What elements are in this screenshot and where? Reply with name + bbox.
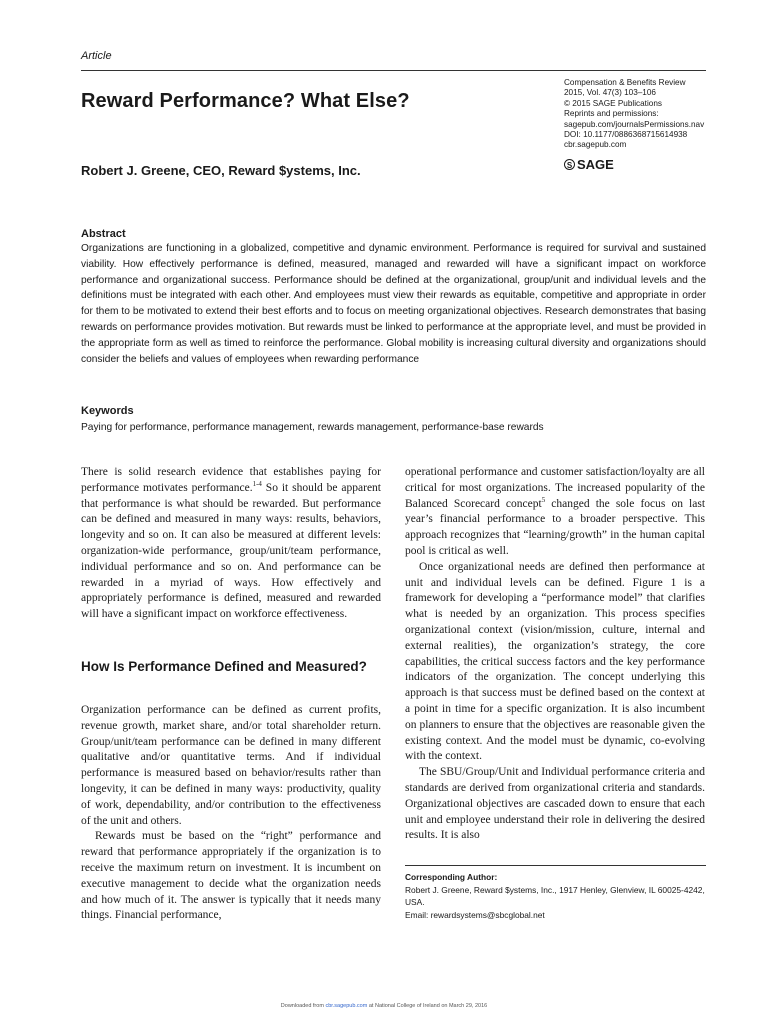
sage-logo: [564, 157, 614, 172]
citation-ref[interactable]: 5: [541, 495, 546, 504]
journal-permissions-link[interactable]: sagepub.com/journalsPermissions.nav: [564, 119, 705, 129]
download-footer: [0, 1003, 768, 1009]
author-line: Robert J. Greene, CEO, Reward $ystems, Inc.: [81, 163, 361, 178]
journal-reprints: Reprints and permissions:: [564, 109, 659, 119]
journal-meta: [564, 78, 734, 151]
intro-paragraph: [81, 465, 381, 623]
corresponding-rule: [405, 865, 706, 866]
footer-link[interactable]: cbr.sagepub.com: [325, 1003, 368, 1009]
keywords-heading: Keywords: [81, 405, 134, 417]
journal-volume: 2015, Vol. 47(3) 103–106: [564, 88, 656, 98]
corresponding-author-block: [405, 871, 706, 921]
journal-site-link[interactable]: cbr.sagepub.com: [564, 140, 627, 150]
body-paragraph: [405, 465, 705, 560]
header-rule: [81, 70, 706, 71]
footer-prefix: Downloaded from: [280, 1003, 326, 1009]
body-paragraph: Organization performance can be defined as current profits, revenue growth, market share, and/or total shareholder return. Group/unit/team performance can be defined in many different qualitative and/or quantitative terms. And if individual performance is measured based on behavior/results rather than longevity, it can be defined in many ways: productivity, quality of work, dependability, and/or contribution to the effectiveness of the unit and others.: [81, 704, 381, 827]
paragraph-text-start: operational performance and customer satisfaction/loyalty are all critical for most organizations. The increased popularity of the Balanced Scorecard concept: [405, 466, 705, 510]
journal-copyright: © 2015 SAGE Publications: [564, 98, 662, 108]
left-column-body: [81, 703, 381, 924]
intro-text-end: So it should be apparent that performance is what should be rewarded. But performance can be defined and measured in many ways: results, behaviors, longevity and so on. It can also be measured at different levels: organization-wide performance, group/unit/team performance, individual performance and so on. And performance can be rewarded in a myriad of ways. How effectively and appropriately performance is defined, measured and rewarded will have a significant impact on workforce effectiveness.: [81, 481, 382, 621]
journal-name: Compensation & Benefits Review: [564, 78, 686, 87]
intro-text-start: There is solid research evidence that establishes paying for performance motivates performance.: [81, 466, 381, 494]
article-type-label: Article: [81, 50, 112, 62]
section-heading: How Is Performance Defined and Measured?: [81, 659, 367, 674]
corresponding-email[interactable]: Email: rewardsystems@sbcglobal.net: [405, 909, 545, 920]
abstract-heading: Abstract: [81, 228, 126, 240]
corresponding-address: Robert J. Greene, Reward $ystems, Inc., 1917 Henley, Glenview, IL 60025-4242, USA.: [405, 884, 705, 907]
journal-doi[interactable]: DOI: 10.1177/0886368715614938: [564, 130, 688, 140]
abstract-text: Organizations are functioning in a globalized, competitive and dynamic environment. Performance is required for survival and sustained viability. How effectively performance is defined, measured, managed and rewarded will have a significant impact on workforce performance and organizational success. Performance should be defined at the organizational, group/unit and individual levels and the definitions must be integrated with each other. And employees must view their rewards as equitable, competitive and appropriate in order for them to be motivated to extend their best efforts and to focus on meeting organizational objectives. Research demonstrates that basing rewards on performance provides motivation. But rewards must be linked to performance at the appropriate level, and must be provided in the appropriate form as well as timed to reinforce the performance. Global mobility is increasing cultural diversity and organizations should consider the beliefs and values of employees when rewarding performance: [81, 243, 706, 365]
footer-suffix: at National College of Ireland on March 29, 2016: [367, 1003, 488, 1009]
right-column-body: [405, 465, 705, 844]
citation-ref[interactable]: 1-4: [252, 479, 262, 488]
corresponding-heading: Corresponding Author:: [405, 872, 498, 882]
body-paragraph: Rewards must be based on the “right” performance and reward that performance appropriately if the organization is to receive the maximum return on investment. It is incumbent on executive management to decide what the organization needs and how much of it. The answer is typically that it needs many things. Financial performance,: [81, 830, 381, 922]
keywords-text: Paying for performance, performance management, rewards management, performance-base rewards: [81, 422, 544, 433]
body-paragraph: The SBU/Group/Unit and Individual performance criteria and standards are derived from organizational criteria and standards. Organizational objectives are cascaded down to ensure that each unit and employee understand their role in delivering the desired results. It is also: [405, 766, 705, 842]
sage-logo-text: SAGE: [577, 157, 614, 172]
paragraph-text-end: changed the sole focus on last year’s financial performance to a broader perspective. This approach recognizes that “learning/growth” in the human capital pool is critical as well.: [405, 497, 706, 557]
intro-column: [81, 465, 381, 623]
article-title: Reward Performance? What Else?: [81, 90, 410, 112]
body-paragraph: Once organizational needs are defined then performance at unit and individual levels can be defined. Figure 1 is a framework for developing a “performance model” that clarifies what is needed by an organization. This process specifies organizational context (vision/mission, culture, internal and external realities), the organization’s strategy, the core capabilities, the critical success factors and the key performance indicators of the organization. The concept underlying this approach is that success must be defined based on the context at a point in time for a specific organization. It is also incumbent on planners to ensure that the objectives are reasonable given the existing context. And the model must be dynamic, co-evolving with the context.: [405, 560, 705, 763]
sage-logo-icon: S: [564, 159, 575, 170]
